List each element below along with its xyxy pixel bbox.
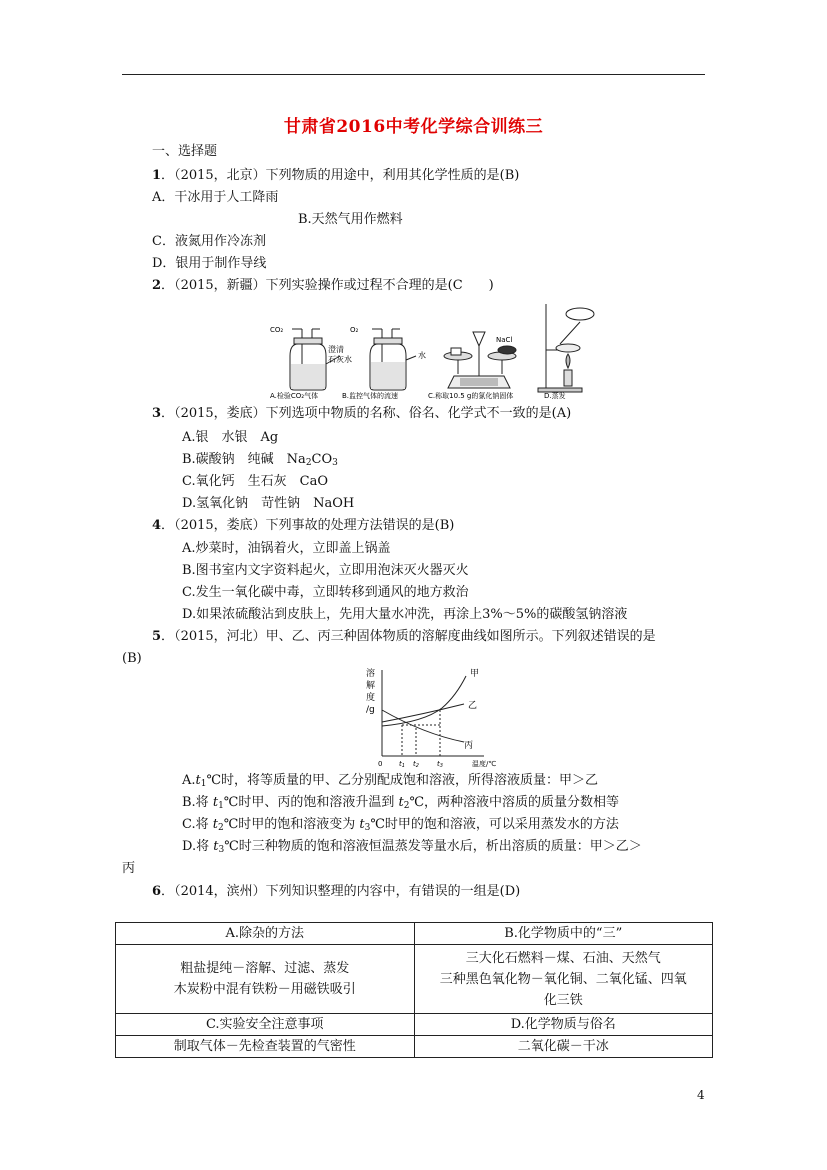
tick-t2: t2 [413,760,419,768]
question-3: 3．（2015，娄底）下列选项中物质的名称、俗名、化学式不一致的是(A) [152,406,572,421]
o2-label: O₂ [350,326,359,334]
q5-option-d: D.将 $t_3℃$时三种物质的饱和溶液恒温蒸发等量水后，析出溶质的质量：甲＞乙＞ [182,839,642,855]
caption-b: B.监控气体的流速 [342,392,399,400]
q4-option-d: D.如果浓硫酸沾到皮肤上，先用大量水冲洗，再涂上3%～5%的碳酸氢钠溶液 [182,607,628,622]
question-2: 2．（2015，新疆）下列实验操作或过程不合理的是(C ) [152,278,494,293]
water-label: 水 [418,351,426,360]
limewater-label-1: 澄清 [328,345,344,354]
q4-option-c: C.发生一氧化碳中毒，立即转移到通风的地方救治 [182,585,469,600]
page-number: 4 [697,1088,705,1102]
section-heading: 一、选择题 [152,144,218,159]
caption-d: D.蒸发 [544,392,566,400]
q2-apparatus-figure [268,298,600,402]
q5-option-d-wrap: 丙 [122,861,136,876]
cell-d-body: 二氧化碳－干冰 [414,1036,713,1058]
cell-b-head: B.化学物质中的“三” [414,923,713,945]
q3-option-d: D.氢氧化钠 苛性钠 NaOH [182,496,355,511]
cell-c-body: 制取气体－先检查装置的气密性 [116,1036,415,1058]
y-label-3: 度 [366,693,376,703]
origin-label: 0 [378,760,383,768]
q3-option-b: B.碳酸钠 纯碱 $Na_2CO_3$ [182,452,338,468]
q5-option-c: C.将 $t_2℃$时甲的饱和溶液变为 $t_3℃$时甲的饱和溶液，可以采用蒸发水的方法 [182,817,619,833]
solubility-curve-figure [364,664,510,768]
y-label-2: 解 [366,681,376,691]
y-label-1: 溶 [366,669,376,679]
series-label-yi: 乙 [468,701,478,711]
cell-a-body: 粗盐提纯－溶解、过滤、蒸发 木炭粉中混有铁粉－用磁铁吸引 [116,945,415,1014]
table-row [116,923,713,945]
q1-option-d: D．银用于制作导线 [152,256,267,271]
co2-label: CO₂ [270,326,284,334]
x-axis-label: 温度/℃ [472,760,497,768]
series-label-jia: 甲 [470,669,480,679]
cell-c-head: C.实验安全注意事项 [116,1014,415,1036]
q5-option-b: B.将 $t_1℃$时甲、丙的饱和溶液升温到 $t_2℃$，两种溶液中溶质的质量分数相等 [182,795,619,811]
q3-option-c: C.氧化钙 生石灰 CaO [182,474,328,489]
page-title: 甘肃省2016中考化学综合训练三 [283,117,544,137]
series-label-bing: 丙 [464,741,474,751]
q5-answer: (B) [122,651,142,666]
nacl-label: NaCl [496,336,513,344]
table-row [116,1036,713,1058]
curve-jia [382,676,466,726]
curve-bing [382,710,464,742]
knowledge-table [115,922,713,1058]
table-row [116,945,713,1014]
header-rule [122,74,705,75]
question-4: 4．（2015，娄底）下列事故的处理方法错误的是(B) [152,518,455,533]
cell-d-head: D.化学物质与俗名 [414,1014,713,1036]
q5-option-a: $A.t_1℃$时，将等质量的甲、乙分别配成饱和溶液，所得溶液质量：甲＞乙 [182,773,599,789]
tick-t3: t3 [437,760,443,768]
question-5: 5．（2015，河北）甲、乙、丙三种固体物质的溶解度曲线如图所示。下列叙述错误的是 [152,629,656,644]
q3-option-a: A.银 水银 Ag [182,430,279,445]
table-row [116,1014,713,1036]
cell-a-head: A.除杂的方法 [116,923,415,945]
y-label-4: /g [366,705,375,715]
q4-option-b: B.图书室内文字资料起火，立即用泡沫灭火器灭火 [182,563,469,578]
caption-c: C.称取10.5 g的氯化钠固体 [428,392,514,400]
q4-option-a: A.炒菜时，油锅着火，立即盖上锅盖 [182,541,391,556]
limewater-label-2: 石灰水 [328,355,352,364]
tick-t1: t1 [399,760,405,768]
caption-a: A.检验CO₂气体 [270,392,319,400]
q1-option-a: A．干冰用于人工降雨 [152,190,279,205]
question-1: 1．（2015，北京）下列物质的用途中，利用其化学性质的是(B) [152,168,520,183]
question-6: 6．（2014，滨州）下列知识整理的内容中，有错误的一组是(D) [152,884,521,899]
cell-b-body: 三大化石燃料－煤、石油、天然气 三种黑色氧化物－氧化铜、二氧化锰、四氧 化三铁 [414,945,713,1014]
q1-option-c: C．液氮用作冷冻剂 [152,234,266,249]
curve-yi [382,704,464,722]
q1-option-b: B.天然气用作燃料 [298,212,403,227]
